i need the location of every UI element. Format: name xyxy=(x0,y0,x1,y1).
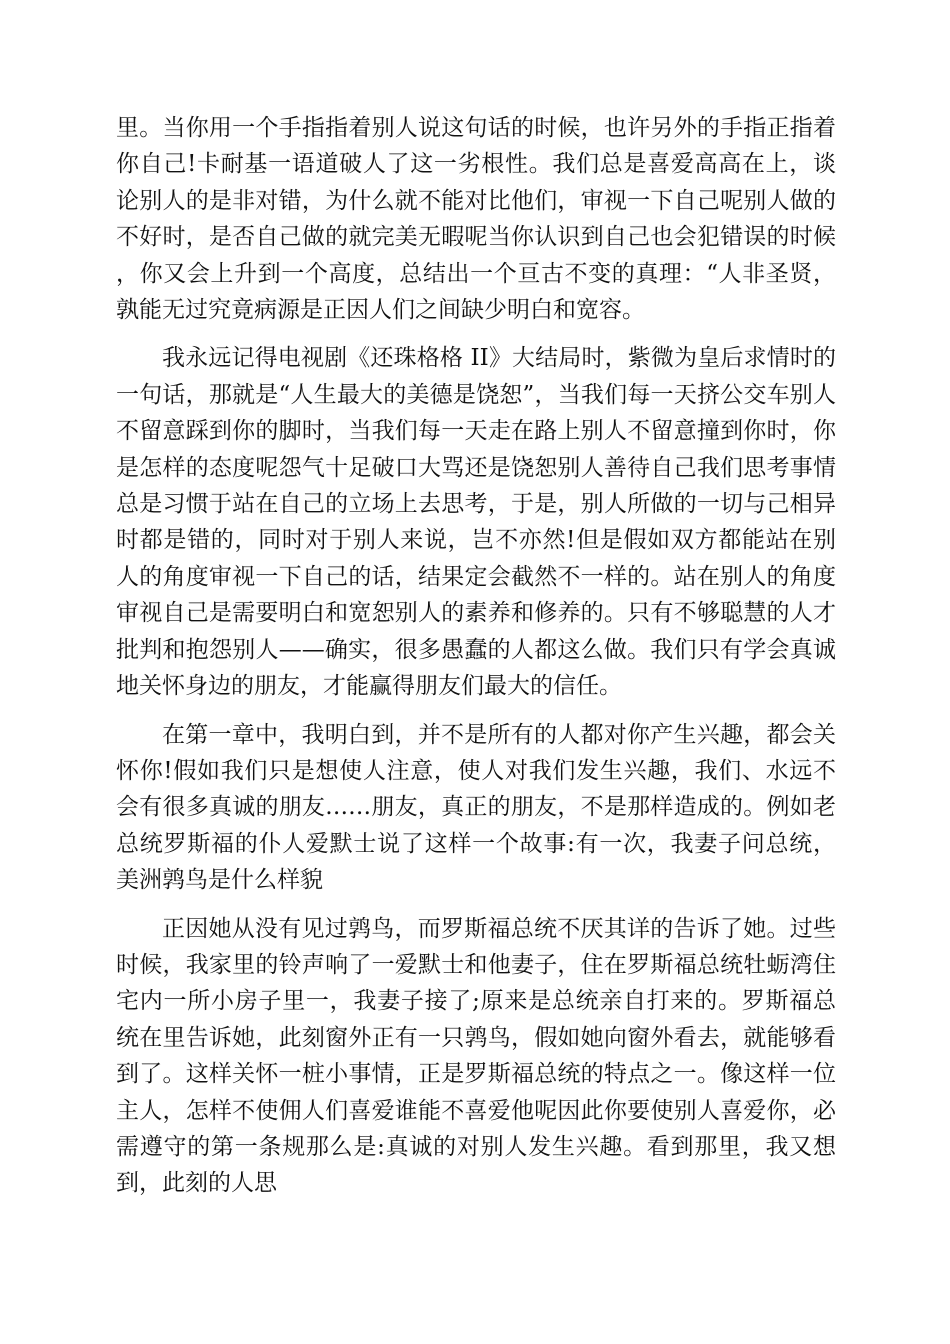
paragraph-4: 正因她从没有见过鹑鸟，而罗斯福总统不厌其详的告诉了她。过些时候，我家里的铃声响了一爱默士和他妻子，住在罗斯福总统牡蛎湾住宅内一所小房子里一，我妻子接了;原来是总统亲自打来的。罗斯福总统在里告诉她，此刻窗外正有一只鹑鸟，假如她向窗外看去，就能够看到了。这样关怀一桩小事情，正是罗斯福总统的特点之一。像这样一位主人，怎样不使佣人们喜爱谁能不喜爱他呢因此你要使别人喜爱你，必需遵守的第一条规那么是:真诚的对别人发生兴趣。看到那里，我又想到，此刻的人思 xyxy=(116,915,836,1197)
paragraph-3: 在第一章中，我明白到，并不是所有的人都对你产生兴趣，都会关怀你!假如我们只是想使人注意，使人对我们发生兴趣，我们、水远不会有很多真诚的朋友……朋友，真正的朋友，不是那样造成的。例如老总统罗斯福的仆人爱默士说了这样一个故事:有一次，我妻子问总统，美洲鹑鸟是什么样貌 xyxy=(116,721,836,894)
paragraph-1: 里。当你用一个手指指着别人说这句话的时候，也许另外的手指正指着你自己!卡耐基一语道破人了这一劣根性。我们总是喜爱高高在上，谈论别人的是非对错，为什么就不能对比他们，审视一下自己呢别人做的不好时，是否自己做的就完美无暇呢当你认识到自己也会犯错误的时候，你又会上升到一个高度，总结出一个亘古不变的真理：“人非圣贤，孰能无过究竟病源是正因人们之间缺少明白和宽容。 xyxy=(116,115,836,324)
document-body xyxy=(116,110,836,1214)
paragraph-2: 我永远记得电视剧《还珠格格 II》大结局时，紫微为皇后求情时的一句话，那就是“人生最大的美德是饶恕”，当我们每一天挤公交车别人不留意踩到你的脚时，当我们每一天走在路上别人不留意撞到你时，你是怎样的态度呢怨气十足破口大骂还是饶恕别人善待自己我们思考事情总是习惯于站在自己的立场上去思考，于是，别人所做的一切与己相异时都是错的，同时对于别人来说，岂不亦然!但是假如双方都能站在别人的角度审视一下自己的话，结果定会截然不一样的。站在别人的角度审视自己是需要明白和宽恕别人的素养和修养的。只有不够聪慧的人才批判和抱怨别人——确实，很多愚蠢的人都这么做。我们只有学会真诚地关怀身边的朋友，才能赢得朋友们最大的信任。 xyxy=(116,345,836,700)
